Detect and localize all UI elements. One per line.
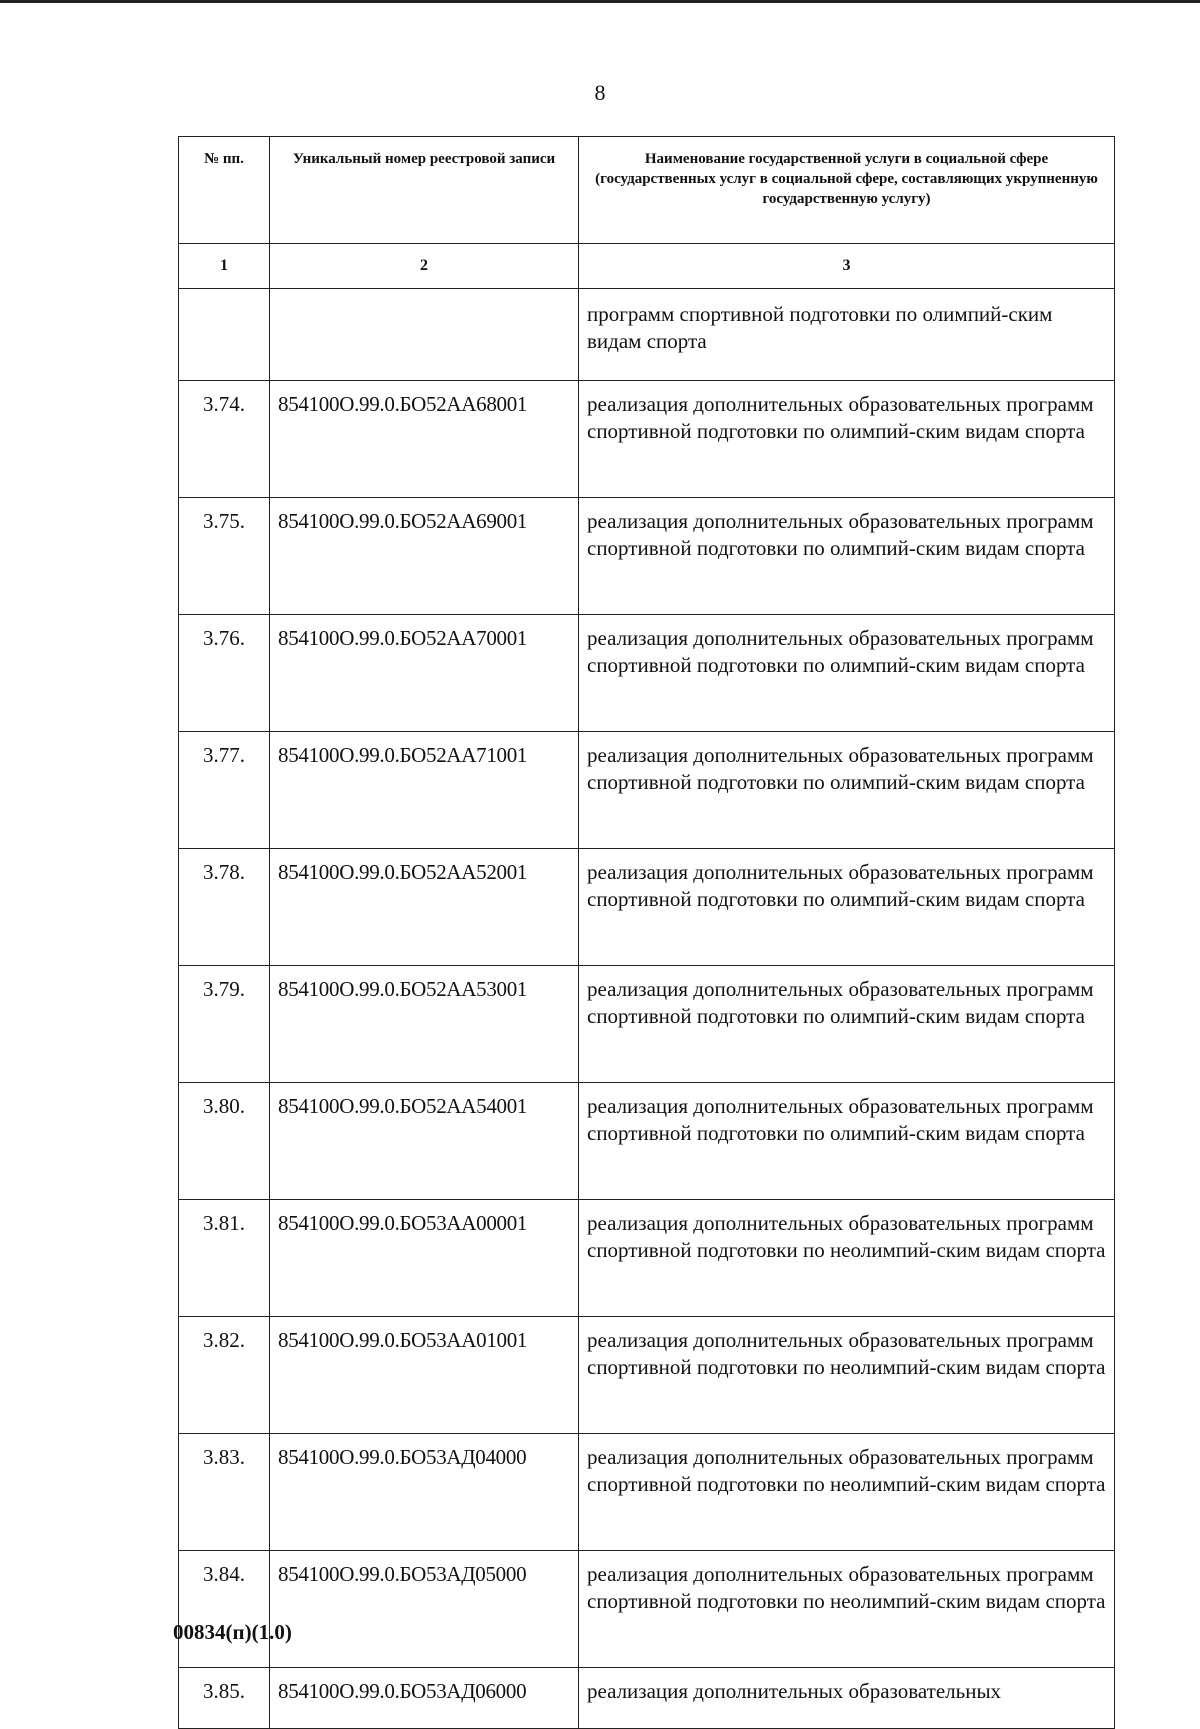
table-row	[179, 381, 1115, 498]
registry-code: 854100О.99.0.БО52АА53001	[270, 966, 579, 1083]
document-code: 00834(п)(1.0)	[173, 1620, 292, 1644]
column-numbers-row	[179, 244, 1115, 289]
service-name: реализация дополнительных образовательных программ спортивной подготовки по олимпий-ским видам спорта	[579, 381, 1115, 498]
registry-code: 854100О.99.0.БО52АА69001	[270, 498, 579, 615]
registry-code	[270, 289, 579, 381]
header-row	[179, 137, 1115, 244]
table-row	[179, 498, 1115, 615]
registry-code: 854100О.99.0.БО52АА68001	[270, 381, 579, 498]
row-number: 3.82.	[179, 1317, 270, 1434]
row-number: 3.76.	[179, 615, 270, 732]
service-name: реализация дополнительных образовательных программ спортивной подготовки по олимпий-ским видам спорта	[579, 966, 1115, 1083]
registry-table	[178, 136, 1115, 1729]
row-number	[179, 289, 270, 381]
service-name: реализация дополнительных образовательных	[579, 1668, 1115, 1729]
table-row	[179, 1668, 1115, 1729]
registry-code: 854100О.99.0.БО53АД04000	[270, 1434, 579, 1551]
registry-code: 854100О.99.0.БО53АА00001	[270, 1200, 579, 1317]
row-number: 3.83.	[179, 1434, 270, 1551]
registry-code: 854100О.99.0.БО52АА70001	[270, 615, 579, 732]
header-number: № пп.	[179, 137, 270, 244]
registry-code: 854100О.99.0.БО52АА54001	[270, 1083, 579, 1200]
service-name: реализация дополнительных образовательных программ спортивной подготовки по олимпий-ским видам спорта	[579, 498, 1115, 615]
table-row	[179, 966, 1115, 1083]
row-number: 3.85.	[179, 1668, 270, 1729]
service-name: реализация дополнительных образовательных программ спортивной подготовки по олимпий-ским видам спорта	[579, 732, 1115, 849]
top-border	[0, 0, 1200, 3]
header-service-name: Наименование государственной услуги в социальной сфере (государственных услуг в социальной сфере, составляющих укрупненную государственную услугу)	[579, 137, 1115, 244]
table-row	[179, 1434, 1115, 1551]
registry-code: 854100О.99.0.БО53АД05000	[270, 1551, 579, 1668]
table-row	[179, 849, 1115, 966]
registry-code: 854100О.99.0.БО52АА52001	[270, 849, 579, 966]
row-number: 3.79.	[179, 966, 270, 1083]
table-row	[179, 1083, 1115, 1200]
row-number: 3.74.	[179, 381, 270, 498]
service-name: реализация дополнительных образовательных программ спортивной подготовки по олимпий-ским видам спорта	[579, 849, 1115, 966]
service-name: реализация дополнительных образовательных программ спортивной подготовки по олимпий-ским видам спорта	[579, 1083, 1115, 1200]
column-number: 2	[270, 244, 579, 289]
table-row-continuation	[179, 289, 1115, 381]
table-row	[179, 615, 1115, 732]
service-name: реализация дополнительных образовательных программ спортивной подготовки по неолимпий-ским видам спорта	[579, 1551, 1115, 1668]
column-number: 3	[579, 244, 1115, 289]
service-name: реализация дополнительных образовательных программ спортивной подготовки по неолимпий-ским видам спорта	[579, 1434, 1115, 1551]
service-name: реализация дополнительных образовательных программ спортивной подготовки по олимпий-ским видам спорта	[579, 615, 1115, 732]
row-number: 3.75.	[179, 498, 270, 615]
row-number: 3.81.	[179, 1200, 270, 1317]
registry-code: 854100О.99.0.БО53АА01001	[270, 1317, 579, 1434]
service-name: программ спортивной подготовки по олимпий-ским видам спорта	[579, 289, 1115, 381]
table-row	[179, 1317, 1115, 1434]
column-number: 1	[179, 244, 270, 289]
table-row	[179, 1200, 1115, 1317]
row-number: 3.77.	[179, 732, 270, 849]
header-registry-number: Уникальный номер реестровой записи	[270, 137, 579, 244]
page-number: 8	[594, 80, 606, 105]
table-row	[179, 1551, 1115, 1668]
row-number: 3.84.	[179, 1551, 270, 1668]
registry-code: 854100О.99.0.БО53АД06000	[270, 1668, 579, 1729]
row-number: 3.80.	[179, 1083, 270, 1200]
service-name: реализация дополнительных образовательных программ спортивной подготовки по неолимпий-ским видам спорта	[579, 1200, 1115, 1317]
row-number: 3.78.	[179, 849, 270, 966]
service-name: реализация дополнительных образовательных программ спортивной подготовки по неолимпий-ским видам спорта	[579, 1317, 1115, 1434]
table-row	[179, 732, 1115, 849]
registry-code: 854100О.99.0.БО52АА71001	[270, 732, 579, 849]
